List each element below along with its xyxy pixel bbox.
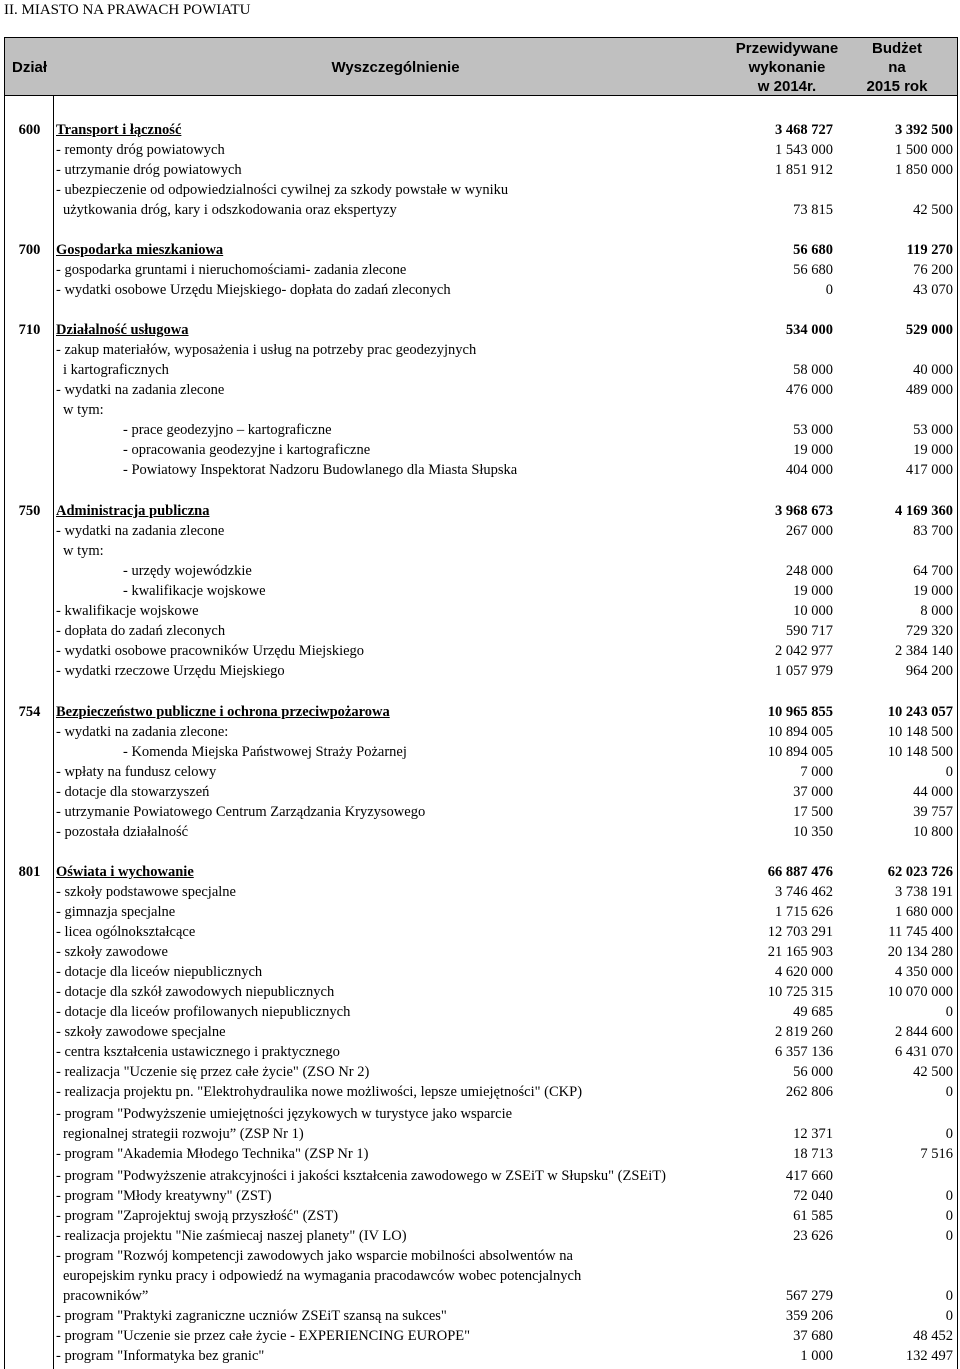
row-description: - pozostała działalność bbox=[56, 824, 189, 840]
row-budzet-value: 6 431 070 bbox=[895, 1044, 953, 1060]
header-wyszczegolnienie-label: Wyszczególnienie bbox=[331, 59, 460, 76]
row-przewidywane-value: 56 680 bbox=[793, 262, 833, 278]
row-budzet-value: 729 320 bbox=[905, 623, 953, 639]
row-przewidywane-value: 73 815 bbox=[793, 202, 833, 218]
row-przewidywane-value: 1 715 626 bbox=[775, 904, 833, 920]
row-description: - urzędy wojewódzkie bbox=[123, 563, 252, 579]
table-row bbox=[5, 802, 957, 822]
table-row bbox=[5, 1022, 957, 1042]
row-code: 750 bbox=[18, 503, 41, 519]
row-przewidywane-value: 10 725 315 bbox=[767, 984, 833, 1000]
table-row bbox=[5, 1266, 957, 1286]
row-przewidywane-value: 10 350 bbox=[793, 824, 833, 840]
row-przewidywane-value: 17 500 bbox=[793, 804, 833, 820]
table-row bbox=[5, 1124, 957, 1144]
row-description: - kwalifikacje wojskowe bbox=[123, 583, 266, 599]
row-przewidywane-value: 56 000 bbox=[793, 1064, 833, 1080]
row-budzet-value: 964 200 bbox=[905, 663, 953, 679]
row-description: - program "Rozwój kompetencji zawodowych jako wsparcie mobilności absolwentów na bbox=[56, 1248, 573, 1264]
table-row bbox=[5, 561, 957, 581]
header-wyszczegolnienie bbox=[54, 38, 737, 97]
row-budzet-value: 4 350 000 bbox=[895, 964, 953, 980]
row-description: - program "Podwyższenie atrakcyjności i jakości kształcenia zawodowego w ZSEiT w Słupsku" (ZSEiT) bbox=[56, 1168, 666, 1184]
row-description: - realizacja "Uczenie się przez całe życie" (ZSO Nr 2) bbox=[56, 1064, 370, 1080]
table-row bbox=[5, 1144, 957, 1164]
row-przewidywane-value: 23 626 bbox=[793, 1228, 833, 1244]
row-budzet-value: 0 bbox=[945, 1308, 953, 1324]
row-przewidywane-value: 262 806 bbox=[785, 1084, 833, 1100]
header-przewidywane bbox=[737, 38, 837, 97]
row-budzet-value: 10 148 500 bbox=[887, 724, 953, 740]
row-budzet-value: 529 000 bbox=[905, 322, 953, 338]
row-przewidywane-value: 19 000 bbox=[793, 442, 833, 458]
table-row bbox=[5, 1166, 957, 1186]
table-row bbox=[5, 782, 957, 802]
row-przewidywane-value: 56 680 bbox=[793, 242, 833, 258]
table-row bbox=[5, 280, 957, 300]
header-przewidywane-line1: Przewidywane bbox=[735, 40, 839, 57]
row-description: pracowników” bbox=[63, 1288, 149, 1304]
row-description: - opracowania geodezyjne i kartograficzne bbox=[123, 442, 371, 458]
row-description: - szkoły zawodowe bbox=[56, 944, 168, 960]
row-przewidywane-value: 1 000 bbox=[800, 1348, 833, 1364]
row-przewidywane-value: 19 000 bbox=[793, 583, 833, 599]
table-row bbox=[5, 440, 957, 460]
row-description: - prace geodezyjno – kartograficzne bbox=[123, 422, 332, 438]
row-description: w tym: bbox=[63, 402, 104, 418]
row-budzet-value: 42 500 bbox=[913, 202, 953, 218]
row-description: Administracja publiczna bbox=[56, 503, 210, 519]
table-row bbox=[5, 601, 957, 621]
row-przewidywane-value: 3 746 462 bbox=[775, 884, 833, 900]
row-budzet-value: 64 700 bbox=[913, 563, 953, 579]
row-code: 801 bbox=[18, 864, 41, 880]
table-row bbox=[5, 962, 957, 982]
row-przewidywane-value: 12 371 bbox=[793, 1126, 833, 1142]
row-description: - wydatki na zadania zlecone: bbox=[56, 724, 229, 740]
row-przewidywane-value: 72 040 bbox=[793, 1188, 833, 1204]
row-description: - program "Podwyższenie umiejętności językowych w turystyce jako wsparcie bbox=[56, 1106, 513, 1122]
section-row bbox=[5, 240, 957, 260]
table-row bbox=[5, 1306, 957, 1326]
row-description: - wpłaty na fundusz celowy bbox=[56, 764, 217, 780]
row-budzet-value: 2 844 600 bbox=[895, 1024, 953, 1040]
table-row bbox=[5, 1186, 957, 1206]
row-description: - gimnazja specjalne bbox=[56, 904, 176, 920]
table-row bbox=[5, 1104, 957, 1124]
table-row bbox=[5, 140, 957, 160]
row-code: 700 bbox=[18, 242, 41, 258]
row-budzet-value: 19 000 bbox=[913, 442, 953, 458]
row-description: - gospodarka gruntami i nieruchomościami- zadania zlecone bbox=[56, 262, 407, 278]
row-budzet-value: 42 500 bbox=[913, 1064, 953, 1080]
table-row bbox=[5, 1082, 957, 1102]
row-description: - program "Praktyki zagraniczne uczniów ZSEiT szansą na sukces" bbox=[56, 1308, 447, 1324]
row-przewidywane-value: 66 887 476 bbox=[767, 864, 833, 880]
row-budzet-value: 39 757 bbox=[913, 804, 953, 820]
table-row bbox=[5, 722, 957, 742]
table-row bbox=[5, 1206, 957, 1226]
table-row bbox=[5, 982, 957, 1002]
row-description: użytkowania dróg, kary i odszkodowania oraz ekspertyzy bbox=[63, 202, 397, 218]
row-budzet-value: 48 452 bbox=[913, 1328, 953, 1344]
section-row bbox=[5, 320, 957, 340]
row-przewidywane-value: 37 000 bbox=[793, 784, 833, 800]
row-budzet-value: 76 200 bbox=[913, 262, 953, 278]
row-przewidywane-value: 49 685 bbox=[793, 1004, 833, 1020]
header-budzet-line3: 2015 rok bbox=[866, 78, 928, 95]
table-row bbox=[5, 742, 957, 762]
row-description: - wydatki na zadania zlecone bbox=[56, 382, 225, 398]
row-przewidywane-value: 534 000 bbox=[785, 322, 833, 338]
row-description: Działalność usługowa bbox=[56, 322, 189, 338]
row-description: - program "Zaprojektuj swoją przyszłość" (ZST) bbox=[56, 1208, 339, 1224]
header-budzet-line2: na bbox=[888, 59, 906, 76]
row-budzet-value: 10 148 500 bbox=[887, 744, 953, 760]
table-row bbox=[5, 621, 957, 641]
budget-table bbox=[4, 96, 958, 1369]
row-przewidywane-value: 18 713 bbox=[793, 1146, 833, 1162]
row-description: - centra kształcenia ustawicznego i praktycznego bbox=[56, 1044, 340, 1060]
row-przewidywane-value: 3 968 673 bbox=[775, 503, 833, 519]
row-description: - dotacje dla liceów profilowanych niepublicznych bbox=[56, 1004, 351, 1020]
row-przewidywane-value: 404 000 bbox=[785, 462, 833, 478]
row-description: - szkoły podstawowe specjalne bbox=[56, 884, 236, 900]
row-budzet-value: 62 023 726 bbox=[887, 864, 953, 880]
row-przewidywane-value: 10 000 bbox=[793, 603, 833, 619]
header-budzet-line1: Budżet bbox=[872, 40, 922, 57]
table-header bbox=[4, 37, 958, 96]
row-description: - program "Informatyka bez granic" bbox=[56, 1348, 265, 1364]
table-row bbox=[5, 200, 957, 220]
row-budzet-value: 1 680 000 bbox=[895, 904, 953, 920]
row-budzet-value: 10 070 000 bbox=[887, 984, 953, 1000]
row-description: - Powiatowy Inspektorat Nadzoru Budowlanego dla Miasta Słupska bbox=[123, 462, 518, 478]
row-budzet-value: 10 243 057 bbox=[887, 704, 953, 720]
row-code: 754 bbox=[18, 704, 41, 720]
row-przewidywane-value: 248 000 bbox=[785, 563, 833, 579]
row-przewidywane-value: 1 851 912 bbox=[775, 162, 833, 178]
row-przewidywane-value: 417 660 bbox=[785, 1168, 833, 1184]
table-row bbox=[5, 922, 957, 942]
row-description: - kwalifikacje wojskowe bbox=[56, 603, 199, 619]
row-budzet-value: 53 000 bbox=[913, 422, 953, 438]
row-description: - utrzymanie Powiatowego Centrum Zarządzania Kryzysowego bbox=[56, 804, 426, 820]
table-row bbox=[5, 1226, 957, 1246]
table-row bbox=[5, 460, 957, 480]
table-row bbox=[5, 581, 957, 601]
row-description: - wydatki na zadania zlecone bbox=[56, 523, 225, 539]
header-dzial bbox=[5, 38, 54, 97]
row-budzet-value: 10 800 bbox=[913, 824, 953, 840]
row-description: Oświata i wychowanie bbox=[56, 864, 194, 880]
row-budzet-value: 0 bbox=[945, 1208, 953, 1224]
row-przewidywane-value: 3 468 727 bbox=[775, 122, 833, 138]
table-row bbox=[5, 420, 957, 440]
row-budzet-value: 19 000 bbox=[913, 583, 953, 599]
row-przewidywane-value: 21 165 903 bbox=[767, 944, 833, 960]
column-divider bbox=[53, 96, 54, 1369]
row-description: - Komenda Miejska Państwowej Straży Pożarnej bbox=[123, 744, 407, 760]
row-description: i kartograficznych bbox=[63, 362, 169, 378]
row-budzet-value: 3 392 500 bbox=[895, 122, 953, 138]
table-row bbox=[5, 902, 957, 922]
row-description: Bezpieczeństwo publiczne i ochrona przeciwpożarowa bbox=[56, 704, 390, 720]
table-row bbox=[5, 340, 957, 360]
row-przewidywane-value: 6 357 136 bbox=[775, 1044, 833, 1060]
row-przewidywane-value: 567 279 bbox=[785, 1288, 833, 1304]
row-description: - dotacje dla stowarzyszeń bbox=[56, 784, 210, 800]
row-description: - wydatki osobowe pracowników Urzędu Miejskiego bbox=[56, 643, 365, 659]
row-przewidywane-value: 1 057 979 bbox=[775, 663, 833, 679]
section-row bbox=[5, 501, 957, 521]
row-przewidywane-value: 359 206 bbox=[785, 1308, 833, 1324]
section-row bbox=[5, 862, 957, 882]
row-budzet-value: 20 134 280 bbox=[887, 944, 953, 960]
row-description: - wydatki osobowe Urzędu Miejskiego- dopłata do zadań zleconych bbox=[56, 282, 451, 298]
row-budzet-value: 1 500 000 bbox=[895, 142, 953, 158]
table-row bbox=[5, 160, 957, 180]
row-przewidywane-value: 1 543 000 bbox=[775, 142, 833, 158]
table-row bbox=[5, 762, 957, 782]
section-row bbox=[5, 120, 957, 140]
row-description: Transport i łączność bbox=[56, 122, 182, 138]
row-budzet-value: 0 bbox=[945, 1004, 953, 1020]
row-description: - licea ogólnokształcące bbox=[56, 924, 196, 940]
row-description: - utrzymanie dróg powiatowych bbox=[56, 162, 242, 178]
row-przewidywane-value: 10 894 005 bbox=[767, 724, 833, 740]
row-description: - remonty dróg powiatowych bbox=[56, 142, 225, 158]
row-budzet-value: 44 000 bbox=[913, 784, 953, 800]
row-przewidywane-value: 590 717 bbox=[785, 623, 833, 639]
table-row bbox=[5, 882, 957, 902]
row-description: - szkoły zawodowe specjalne bbox=[56, 1024, 226, 1040]
row-description: - dotacje dla szkół zawodowych niepublicznych bbox=[56, 984, 335, 1000]
row-budzet-value: 0 bbox=[945, 1288, 953, 1304]
header-przewidywane-line2: wykonanie bbox=[748, 59, 826, 76]
row-budzet-value: 3 738 191 bbox=[895, 884, 953, 900]
table-row bbox=[5, 400, 957, 420]
table-row bbox=[5, 1346, 957, 1366]
row-budzet-value: 2 384 140 bbox=[895, 643, 953, 659]
table-row bbox=[5, 942, 957, 962]
row-budzet-value: 1 850 000 bbox=[895, 162, 953, 178]
row-przewidywane-value: 12 703 291 bbox=[767, 924, 833, 940]
row-budzet-value: 119 270 bbox=[906, 242, 953, 258]
row-przewidywane-value: 2 819 260 bbox=[775, 1024, 833, 1040]
row-budzet-value: 4 169 360 bbox=[895, 503, 953, 519]
row-description: - dotacje dla liceów niepublicznych bbox=[56, 964, 263, 980]
table-row bbox=[5, 541, 957, 561]
row-code: 600 bbox=[18, 122, 41, 138]
table-row bbox=[5, 1002, 957, 1022]
table-row bbox=[5, 1286, 957, 1306]
row-budzet-value: 83 700 bbox=[913, 523, 953, 539]
table-row bbox=[5, 1042, 957, 1062]
row-description: - realizacja projektu "Nie zaśmiecaj naszej planety" (IV LO) bbox=[56, 1228, 407, 1244]
row-budzet-value: 0 bbox=[945, 1188, 953, 1204]
header-dzial-label: Dział bbox=[11, 59, 47, 76]
row-description: - dopłata do zadań zleconych bbox=[56, 623, 226, 639]
section-row bbox=[5, 702, 957, 722]
table-row bbox=[5, 1326, 957, 1346]
row-budzet-value: 11 745 400 bbox=[888, 924, 953, 940]
row-description: europejskim rynku pracy i odpowiedź na wymagania pracodawców wobec potencjalnych bbox=[63, 1268, 582, 1284]
table-row bbox=[5, 260, 957, 280]
row-budzet-value: 417 000 bbox=[905, 462, 953, 478]
row-przewidywane-value: 10 965 855 bbox=[767, 704, 833, 720]
table-row bbox=[5, 380, 957, 400]
row-code: 710 bbox=[18, 322, 41, 338]
row-description: - ubezpieczenie od odpowiedzialności cywilnej za szkody powstałe w wyniku bbox=[56, 182, 509, 198]
row-przewidywane-value: 0 bbox=[825, 282, 833, 298]
header-budzet bbox=[837, 38, 957, 97]
row-description: w tym: bbox=[63, 543, 104, 559]
table-row bbox=[5, 822, 957, 842]
row-przewidywane-value: 53 000 bbox=[793, 422, 833, 438]
row-budzet-value: 40 000 bbox=[913, 362, 953, 378]
row-description: - realizacja projektu pn. "Elektrohydraulika nowe możliwości, lepsze umiejętności" (CKP) bbox=[56, 1084, 583, 1100]
table-row bbox=[5, 1246, 957, 1266]
row-przewidywane-value: 58 000 bbox=[793, 362, 833, 378]
row-budzet-value: 0 bbox=[945, 1228, 953, 1244]
row-description: Gospodarka mieszkaniowa bbox=[56, 242, 224, 258]
row-budzet-value: 7 516 bbox=[920, 1146, 953, 1162]
table-row bbox=[5, 180, 957, 200]
row-description: - program "Uczenie sie przez całe życie - EXPERIENCING EUROPE" bbox=[56, 1328, 471, 1344]
table-row bbox=[5, 1062, 957, 1082]
row-budzet-value: 8 000 bbox=[920, 603, 953, 619]
row-description: - program "Młody kreatywny" (ZST) bbox=[56, 1188, 272, 1204]
row-description: regionalnej strategii rozwoju” (ZSP Nr 1) bbox=[63, 1126, 304, 1142]
table-row bbox=[5, 521, 957, 541]
table-row bbox=[5, 360, 957, 380]
row-budzet-value: 0 bbox=[945, 764, 953, 780]
row-przewidywane-value: 2 042 977 bbox=[775, 643, 833, 659]
row-przewidywane-value: 61 585 bbox=[793, 1208, 833, 1224]
row-budzet-value: 43 070 bbox=[913, 282, 953, 298]
row-przewidywane-value: 10 894 005 bbox=[767, 744, 833, 760]
row-przewidywane-value: 7 000 bbox=[800, 764, 833, 780]
row-budzet-value: 0 bbox=[945, 1084, 953, 1100]
row-budzet-value: 0 bbox=[945, 1126, 953, 1142]
row-description: - zakup materiałów, wyposażenia i usług na potrzeby prac geodezyjnych bbox=[56, 342, 477, 358]
row-przewidywane-value: 37 680 bbox=[793, 1328, 833, 1344]
row-description: - program "Akademia Młodego Technika" (ZSP Nr 1) bbox=[56, 1146, 369, 1162]
row-budzet-value: 489 000 bbox=[905, 382, 953, 398]
row-przewidywane-value: 4 620 000 bbox=[775, 964, 833, 980]
row-przewidywane-value: 476 000 bbox=[785, 382, 833, 398]
table-row bbox=[5, 641, 957, 661]
header-przewidywane-line3: w 2014r. bbox=[757, 78, 817, 95]
row-budzet-value: 132 497 bbox=[905, 1348, 953, 1364]
page-title: II. MIASTO NA PRAWACH POWIATU bbox=[4, 2, 251, 18]
row-przewidywane-value: 267 000 bbox=[785, 523, 833, 539]
table-row bbox=[5, 661, 957, 681]
row-description: - wydatki rzeczowe Urzędu Miejskiego bbox=[56, 663, 285, 679]
